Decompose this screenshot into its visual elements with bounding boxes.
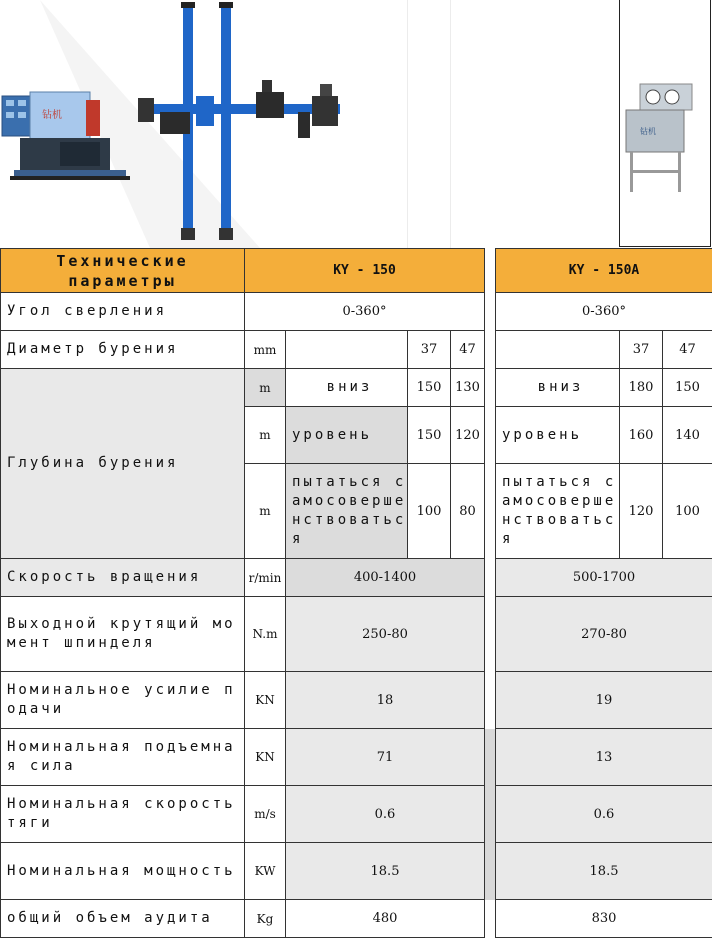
depth-down-b1: 180: [620, 369, 663, 407]
spec-table: [0, 248, 712, 938]
torque-value-a: 250-80: [286, 597, 485, 672]
depth-down-b2: 150: [663, 369, 712, 407]
depth-level-label-a: уровень: [286, 407, 408, 464]
speed-unit: m/s: [245, 786, 286, 843]
depth-down-label-b: вниз: [496, 369, 620, 407]
row-lift: [1, 729, 712, 786]
depth-down-unit: m: [245, 369, 286, 407]
diameter-empty-a: [286, 331, 408, 369]
depth-down-a1: 150: [408, 369, 451, 407]
row-weight: [1, 900, 712, 938]
model-b-header: KY - 150A: [496, 249, 712, 293]
depth-level-unit: m: [245, 407, 286, 464]
power-value-a: 18.5: [286, 843, 485, 900]
speed-label: Номинальная скорость тяги: [1, 786, 245, 843]
row-angle: [1, 293, 712, 331]
rotation-value-b: 500-1700: [496, 559, 712, 597]
speed-value-a: 0.6: [286, 786, 485, 843]
panel-logo: 钻机: [640, 127, 656, 136]
depth-down-label-a: вниз: [286, 369, 408, 407]
feed-value-b: 19: [496, 672, 712, 729]
power-unit: KW: [245, 843, 286, 900]
feed-label: Номинальное усилие подачи: [1, 672, 245, 729]
diameter-b1: 37: [620, 331, 663, 369]
diameter-a1: 37: [408, 331, 451, 369]
angle-value-a: 0-360°: [245, 293, 485, 331]
row-speed: [1, 786, 712, 843]
drill-arm-image: [138, 80, 340, 138]
power-label: Номинальная мощность: [1, 843, 245, 900]
depth-improve-b2: 100: [663, 464, 712, 559]
depth-improve-unit: m: [245, 464, 286, 559]
row-depth-down: [1, 369, 712, 407]
depth-improve-a1: 100: [408, 464, 451, 559]
depth-level-label-b: уровень: [496, 407, 620, 464]
diameter-b2: 47: [663, 331, 712, 369]
depth-label: Глубина бурения: [1, 369, 245, 559]
rotation-label: Скорость вращения: [1, 559, 245, 597]
weight-unit: Kg: [245, 900, 286, 938]
row-rotation: [1, 559, 712, 597]
depth-level-b1: 160: [620, 407, 663, 464]
rotation-unit: r/min: [245, 559, 286, 597]
lift-label: Номинальная подъемная сила: [1, 729, 245, 786]
header-title: Технические параметры: [1, 249, 245, 293]
depth-improve-a2: 80: [451, 464, 485, 559]
drill-rig-illustration: [0, 0, 712, 248]
speed-value-b: 0.6: [496, 786, 712, 843]
rotation-value-a: 400-1400: [286, 559, 485, 597]
row-diameter: [1, 331, 712, 369]
weight-value-a: 480: [286, 900, 485, 938]
model-a-header: KY - 150: [245, 249, 485, 293]
depth-improve-b1: 120: [620, 464, 663, 559]
angle-value-b: 0-360°: [496, 293, 712, 331]
weight-value-b: 830: [496, 900, 712, 938]
diameter-label: Диаметр бурения: [1, 331, 245, 369]
torque-label: Выходной крутящий момент шпинделя: [1, 597, 245, 672]
depth-down-a2: 130: [451, 369, 485, 407]
feed-value-a: 18: [286, 672, 485, 729]
lift-value-b: 13: [496, 729, 712, 786]
lift-unit: KN: [245, 729, 286, 786]
power-value-b: 18.5: [496, 843, 712, 900]
torque-unit: N.m: [245, 597, 286, 672]
header-row: [1, 249, 712, 293]
weight-label: общий объем аудита: [1, 900, 245, 938]
diameter-empty-b: [496, 331, 620, 369]
depth-improve-label-b: пытаться самосовершенствоваться: [496, 464, 620, 559]
panel-image-frame: [619, 0, 711, 247]
depth-improve-label-a: пытаться самосовершенствоваться: [286, 464, 408, 559]
product-photos: [0, 0, 712, 248]
lift-value-a: 71: [286, 729, 485, 786]
unit-logo: 钻机: [42, 110, 62, 121]
torque-value-b: 270-80: [496, 597, 712, 672]
feed-unit: KN: [245, 672, 286, 729]
depth-level-a2: 120: [451, 407, 485, 464]
diameter-unit: mm: [245, 331, 286, 369]
row-feed: [1, 672, 712, 729]
diameter-a2: 47: [451, 331, 485, 369]
angle-label: Угол сверления: [1, 293, 245, 331]
depth-level-a1: 150: [408, 407, 451, 464]
row-torque: [1, 597, 712, 672]
row-power: [1, 843, 712, 900]
depth-level-b2: 140: [663, 407, 712, 464]
